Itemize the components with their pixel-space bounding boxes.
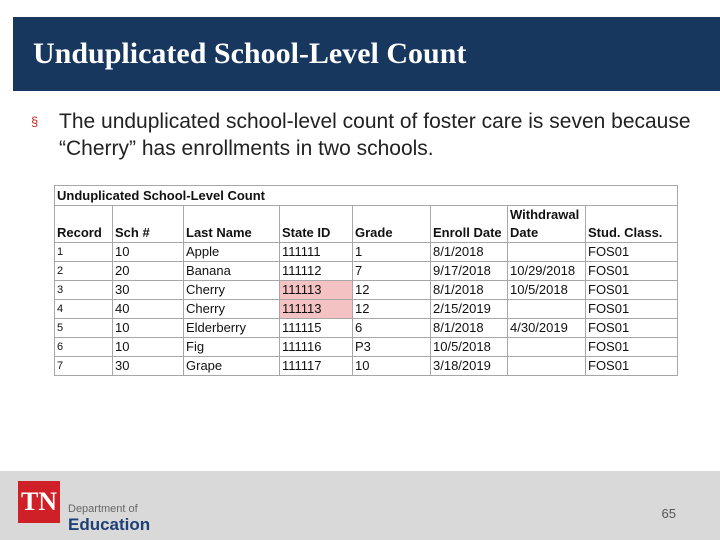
table-cell: 111112 <box>280 262 353 281</box>
table-cell: Cherry <box>184 281 280 300</box>
table-cell: 4/30/2019 <box>508 319 586 338</box>
table-cell: 6 <box>353 319 431 338</box>
column-header: State ID <box>280 224 353 243</box>
table-row <box>55 319 678 338</box>
education-label: Education <box>68 515 151 534</box>
table-cell: 111113 <box>280 300 353 319</box>
table-caption: Unduplicated School-Level Count <box>55 186 678 206</box>
table-cell: FOS01 <box>586 243 678 262</box>
table-row <box>55 300 678 319</box>
department-label: Department of <box>68 503 138 515</box>
table-cell: Cherry <box>184 300 280 319</box>
table-cell: 9/17/2018 <box>431 262 508 281</box>
table-cell <box>508 357 586 376</box>
table-cell: 1 <box>353 243 431 262</box>
table-cell: FOS01 <box>586 338 678 357</box>
table-cell: 30 <box>113 357 184 376</box>
table-cell: 5 <box>55 319 113 338</box>
withdrawal-header: Withdrawal <box>508 206 586 225</box>
column-header: Stud. Class. <box>586 224 678 243</box>
table-cell: 30 <box>113 281 184 300</box>
column-header: Date <box>508 224 586 243</box>
table-cell: FOS01 <box>586 300 678 319</box>
table-cell: 8/1/2018 <box>431 243 508 262</box>
table-row <box>55 262 678 281</box>
table-cell: 111116 <box>280 338 353 357</box>
table-cell: Banana <box>184 262 280 281</box>
table-cell: Apple <box>184 243 280 262</box>
table-cell: 111115 <box>280 319 353 338</box>
table-cell <box>508 300 586 319</box>
table-cell: 20 <box>113 262 184 281</box>
table-cell: 10 <box>113 243 184 262</box>
footer <box>0 471 720 540</box>
column-header: Last Name <box>184 224 280 243</box>
table-cell: P3 <box>353 338 431 357</box>
table-cell: 40 <box>113 300 184 319</box>
page-number: 65 <box>661 506 676 521</box>
table-cell: 111117 <box>280 357 353 376</box>
tn-logo: TN <box>18 481 60 523</box>
table-cell: 8/1/2018 <box>431 281 508 300</box>
enrollment-table <box>54 185 678 376</box>
table-cell: 2 <box>55 262 113 281</box>
table-row <box>55 357 678 376</box>
table-cell: 10/29/2018 <box>508 262 586 281</box>
table-cell: 10/5/2018 <box>431 338 508 357</box>
table-body <box>55 243 678 376</box>
table-cell: Elderberry <box>184 319 280 338</box>
table-cell: FOS01 <box>586 319 678 338</box>
bullet-point <box>31 108 691 162</box>
bullet-marker-icon: § <box>31 114 39 129</box>
slide-title: Unduplicated School-Level Count <box>33 37 467 70</box>
table-cell: 3 <box>55 281 113 300</box>
table-cell: 2/15/2019 <box>431 300 508 319</box>
table-cell: FOS01 <box>586 357 678 376</box>
table-row <box>55 281 678 300</box>
column-header: Sch # <box>113 224 184 243</box>
table-cell: 7 <box>55 357 113 376</box>
table-cell: Grape <box>184 357 280 376</box>
table-row <box>55 338 678 357</box>
bullet-text: The unduplicated school-level count of foster care is seven because “Cherry” has enrollments in two schools. <box>59 110 691 160</box>
table-cell: 3/18/2019 <box>431 357 508 376</box>
title-bar <box>13 17 720 91</box>
column-header: Enroll Date <box>431 224 508 243</box>
table-cell: FOS01 <box>586 281 678 300</box>
table-cell: 111111 <box>280 243 353 262</box>
table-cell: 8/1/2018 <box>431 319 508 338</box>
table-cell: 4 <box>55 300 113 319</box>
table-cell: 6 <box>55 338 113 357</box>
table-cell: 111113 <box>280 281 353 300</box>
table-cell: 10/5/2018 <box>508 281 586 300</box>
table-cell <box>508 338 586 357</box>
header-row <box>55 224 678 243</box>
table-row <box>55 243 678 262</box>
table-cell: 10 <box>113 338 184 357</box>
table-cell: FOS01 <box>586 262 678 281</box>
table-cell: Fig <box>184 338 280 357</box>
table-cell <box>508 243 586 262</box>
table-cell: 1 <box>55 243 113 262</box>
column-header: Grade <box>353 224 431 243</box>
table-cell: 7 <box>353 262 431 281</box>
table-cell: 12 <box>353 281 431 300</box>
table-cell: 10 <box>353 357 431 376</box>
table-cell: 12 <box>353 300 431 319</box>
table-cell: 10 <box>113 319 184 338</box>
column-header: Record <box>55 224 113 243</box>
